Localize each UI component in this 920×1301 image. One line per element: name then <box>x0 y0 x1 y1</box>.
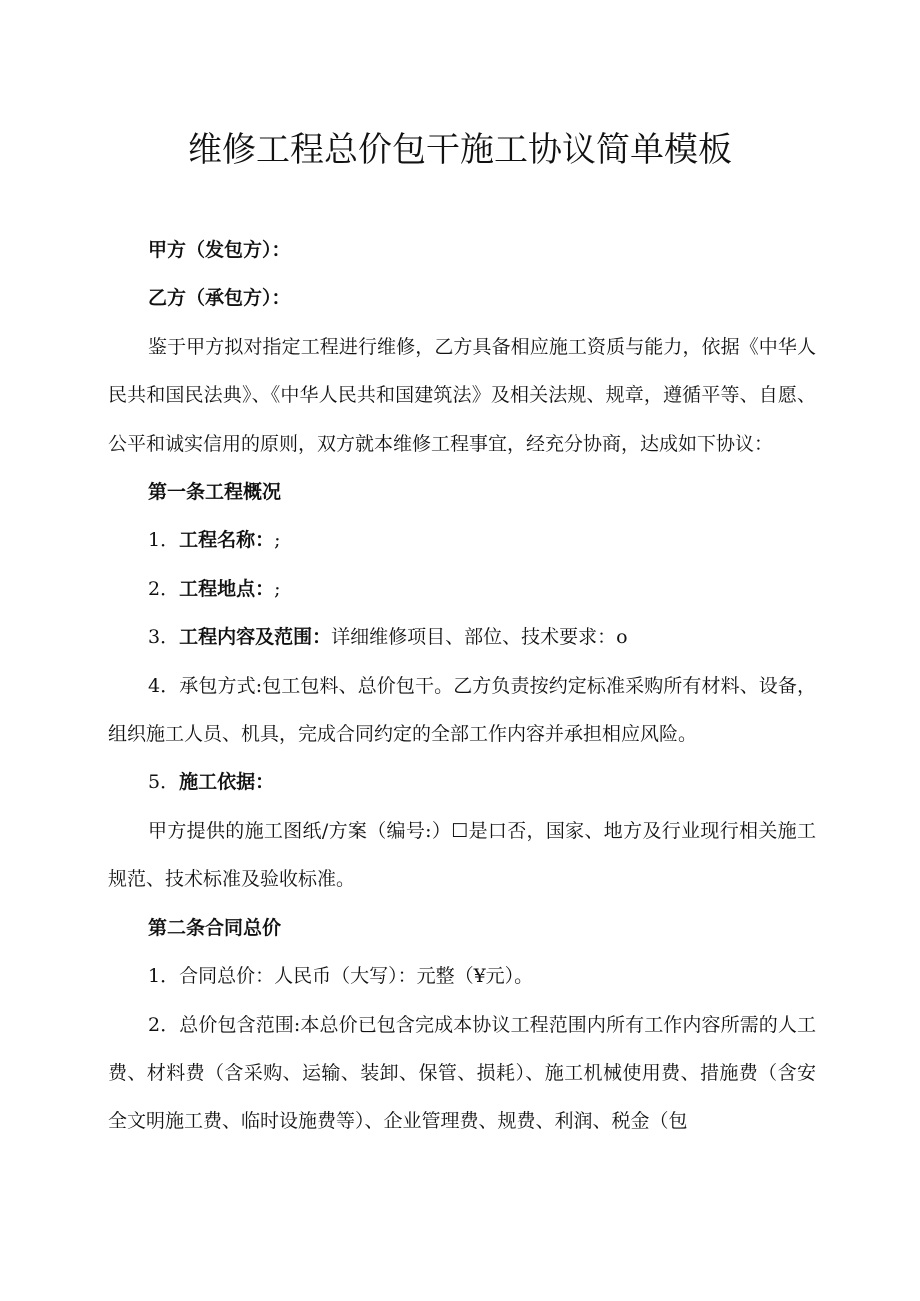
article-1-heading: 第一条工程概况 <box>148 481 282 504</box>
article-2-heading: 第二条合同总价 <box>148 916 282 939</box>
party-b-line: 乙方（承包方）： <box>148 287 291 310</box>
preamble-paragraph: 鉴于甲方拟对指定工程进行维修，乙方具备相应施工资质与能力，依据《中华人民共和国民法典》、《中华人民共和国建筑法》及相关法规、规章，遵循平等、自愿、公平和诚实信用的原则，双方就本维修工程事宜，经充分协商，达成如下协议： <box>108 335 816 455</box>
article-1-item-2 <box>108 565 816 613</box>
item-number: 2． <box>148 577 180 600</box>
article-2-item-2: 2．总价包含范围:本总价已包含完成本协议工程范围内所有工作内容所需的人工费、材料费（含采购、运输、装卸、保管、损耗）、施工机械使用费、措施费（含安全文明施工费、临时设施费等）、企业管理费、规费、利润、税金（包 <box>108 1013 816 1133</box>
item-text: 详细维修项目、部位、技术要求：o <box>331 626 628 649</box>
article-1-item-5 <box>108 758 816 806</box>
item-label: 工程名称： <box>179 529 275 552</box>
article-1-item-3 <box>108 613 816 661</box>
item-text: ; <box>274 577 281 600</box>
document-title: 维修工程总价包干施工协议简单模板 <box>188 130 732 170</box>
article-1-item-1 <box>108 516 816 564</box>
item-number: 5． <box>148 771 180 794</box>
article-2-item-1: 1．合同总价：人民币（大写）：元整（¥元）。 <box>148 965 534 988</box>
item-label: 施工依据： <box>179 771 275 794</box>
document-body <box>108 226 816 1146</box>
item-label: 工程内容及范围： <box>179 626 332 649</box>
item-label: 工程地点： <box>179 577 275 600</box>
item-number: 1． <box>148 529 180 552</box>
article-1-item-4: 4．承包方式:包工包料、总价包干。乙方负责按约定标准采购所有材料、设备，组织施工人员、机具，完成合同约定的全部工作内容并承担相应风险。 <box>108 674 816 746</box>
item-text: ; <box>274 529 281 552</box>
article-1-item-5-text: 甲方提供的施工图纸/方案（编号:）☐是口否，国家、地方及行业现行相关施工规范、技术标准及验收标准。 <box>108 819 816 891</box>
party-a-line: 甲方（发包方）： <box>148 239 291 261</box>
item-number: 3． <box>148 626 180 649</box>
